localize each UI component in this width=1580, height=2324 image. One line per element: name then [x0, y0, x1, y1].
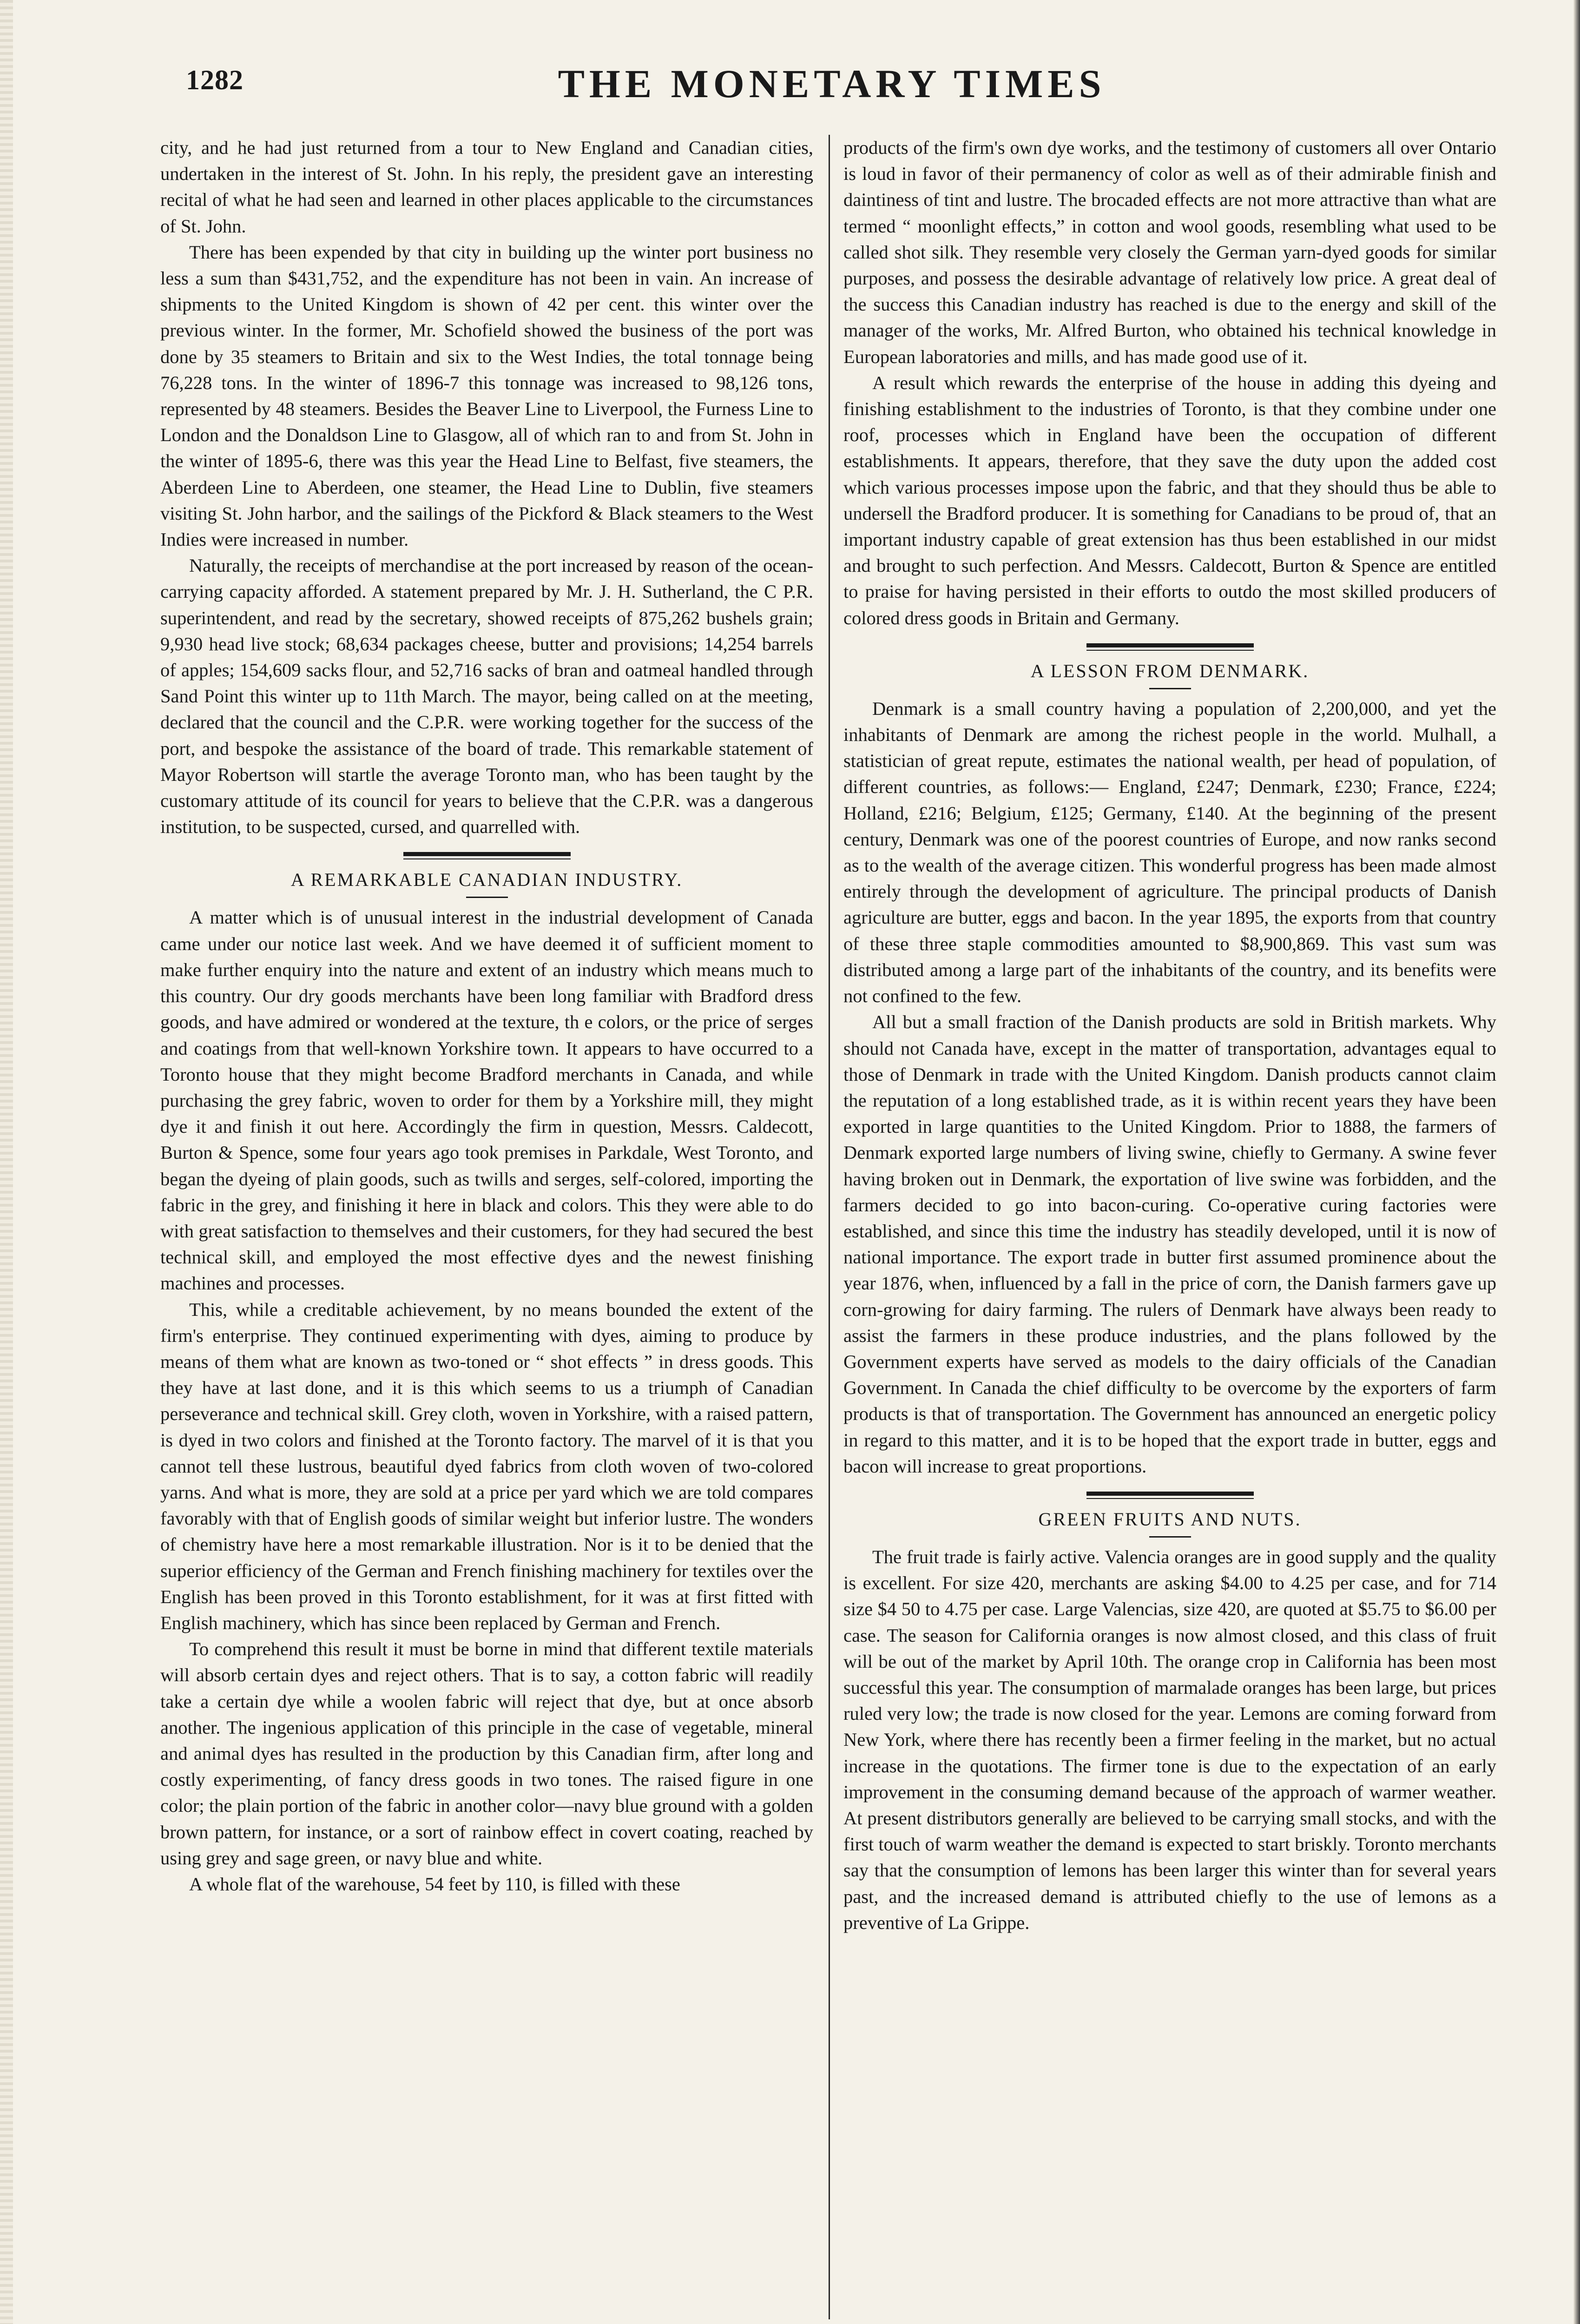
heading-rule [1149, 688, 1191, 689]
section-heading: A REMARKABLE CANADIAN INDUSTRY. [290, 869, 683, 891]
paragraph: The fruit trade is fairly active. Valencia oranges are in good supply and the quality is excellent. For size 420, merchants are asking $4.00 to 4.25 per case, and for 714 size $4 50 to 4.75 per case. Large Valencias, size 420, are quoted at $5.75 to $6.00 per case. The season for California oranges is now almost closed, and this class of fruit will be out of the market by April 10th. The orange crop in California has been most successful this year. The consumption of marmalade oranges has been large, but prices ruled very low; the trade is now closed for the year. Lemons are coming forward from New York, where there has recently been a firmer feeling in the market, but no actual increase in the quotations. The firmer tone is due to the expectation of an early improvement in the consuming demand because of the approach of warmer weather. At present distributors generally are believed to be carrying small stocks, and with the first touch of warm weather the demand is expected to start briskly. Toronto merchants say that the consumption of lemons has been larger this winter than for several years past, and the increased demand is attributed chiefly to the use of lemons as a preventive of La Grippe. [843, 1546, 1496, 1933]
paragraph: Denmark is a small country having a population of 2,200,000, and yet the inhabitants of Denmark are among the richest people in the world. Mulhall, a statistician of great repute, estimates the national wealth, per head of population, of different countries, as follows:— England, £247; Denmark, £230; France, £224; Holland, £216; Belgium, £125; Germany, £140. At the beginning of the present century, Denmark was one of the poorest countries of Europe, and now ranks second as to the wealth of the average citizen. This wonderful progress has been made almost entirely through the development of agriculture. The principal products of Danish agriculture are butter, eggs and bacon. In the year 1895, the exports from that country of these three staple commodities amounted to $8,900,869. This vast sum was distributed among a large part of the inhabitants of the country, and its benefits were not confined to the few. [843, 698, 1496, 1007]
page-number: 1282 [186, 65, 244, 95]
paragraph: A matter which is of unusual interest in the industrial development of Canada came under our notice last week. And we have deemed it of sufficient moment to make further enquiry into the nature and extent of an industry which means much to this country. Our dry goods merchants have been long familiar with Bradford dress goods, and have admired or wondered at the texture, th e colors, or the price of serges and coatings from that well-known Yorkshire town. It appears to have occurred to a Toronto house that they might become Bradford merchants in Canada, and while purchasing the grey fabric, woven to order for them by a Yorkshire mill, they might dye it and finish it out here. Accordingly the firm in question, Messrs. Caldecott, Burton & Spence, some four years ago took premises in Parkdale, West Toronto, and began the dyeing of plain goods, such as twills and serges, self-colored, importing the fabric in the grey, and finishing it here in black and colors. This they were able to do with great satisfaction to themselves and their customers, for they had secured the best technical skill, and employed the most effective dyes and the newest finishing machines and processes. [160, 907, 813, 1294]
section-divider [403, 852, 571, 859]
paragraph: This, while a creditable achievement, by no means bounded the extent of the firm's enterprise. They continued experimenting with dyes, aiming to produce by means of them what are known as two-toned or “ shot effects ” in dress goods. This they have at last done, and it is this which seems to us a triumph of Canadian perseverance and technical skill. Grey cloth, woven in Yorkshire, with a raised pattern, is dyed in two colors and finished at the Toronto factory. The marvel of it is that you cannot tell these lustrous, beautiful dyed fabrics from cloth woven of two-colored yarns. And what is more, they are sold at a price per yard which we are told compares favorably with that of English goods of similar weight but inferior lustre. The wonders of chemistry have here a most remarkable illustration. Nor is it to be denied that the superior efficiency of the German and French finishing machinery for textiles over the English has been proved in this Toronto establishment, for it was at first fitted with English machinery, which has since been replaced by German and French. [160, 1299, 813, 1633]
section-divider [1086, 1492, 1254, 1499]
paragraph: city, and he had just returned from a tour to New England and Canadian cities, undertaken in the interest of St. John. In his reply, the president gave an interesting recital of what he had seen and learned in other places applicable to the circumstances of St. John. [160, 137, 813, 237]
paragraph: products of the firm's own dye works, and the testimony of customers all over Ontario is loud in favor of their permanency of color as well as of their admirable finish and daintiness of tint and lustre. The brocaded effects are not more attractive than what are termed “ moonlight effects,” in cotton and wool goods, resembling what used to be called shot silk. They resemble very closely the German yarn-dyed goods for similar purposes, and possess the desirable advantage of relatively low price. A great deal of the success this Canadian industry has reached is due to the energy and skill of the manager of the works, Mr. Alfred Burton, who obtained his technical knowledge in European laboratories and mills, and has made good use of it. [843, 137, 1496, 367]
paragraph: There has been expended by that city in building up the winter port business no less a sum than $431,752, and the expenditure has not been in vain. An increase of shipments to the United Kingdom is shown of 42 per cent. this winter over the previous winter. In the former, Mr. Schofield showed the business of the port was done by 35 steamers to Britain and six to the West Indies, the total tonnage being 76,228 tons. In the winter of 1896-7 this tonnage was increased to 98,126 tons, represented by 48 steamers. Besides the Beaver Line to Liverpool, the Furness Line to London and the Donaldson Line to Glasgow, all of which ran to and from St. John in the winter of 1895-6, there was this year the Head Line to Belfast, five steamers, the Aberdeen Line to Aberdeen, one steamer, the Head Line to Dublin, five steamers visiting St. John harbor, and the sailings of the Pickford & Black steamers to the West Indies were increased in number. [160, 241, 813, 550]
heading-rule [1149, 1536, 1191, 1538]
heading-rule [466, 897, 508, 898]
page-header [149, 60, 1515, 116]
page-edge-scan [0, 0, 13, 2324]
paragraph: All but a small fraction of the Danish products are sold in British markets. Why should not Canada have, except in the matter of transportation, advantages equal to those of Denmark in trade with the United Kingdom. Danish products cannot claim the reputation of a long established trade, as it is within recent years they have been exported in large quantities to the United Kingdom. Prior to 1888, the farmers of Denmark exported large numbers of living swine, chiefly to Germany. A swine fever having broken out in Denmark, the exportation of live swine was forbidden, and the farmers decided to go into bacon-curing. Co-operative curing factories were established, and since this time the industry has steadily developed, until it is now of national importance. The export trade in butter first assumed prominence about the year 1876, when, influenced by a fall in the price of corn, the Danish farmers gave up corn-growing for dairy farming. The rulers of Denmark have always been ready to assist the farmers in these produce industries, and the plans followed by the Government experts have served as models to the dairy officials of the Canadian Government. In Canada the chief difficulty to be overcome by the exporters of farm products is that of transportation. The Government has announced an energetic policy in regard to this matter, and it is to be hoped that the export trade in butter, eggs and bacon will increase to great proportions. [843, 1011, 1496, 1477]
paragraph: A result which rewards the enterprise of the house in adding this dyeing and finishing establishment to the industries of Toronto, is that they combine under one roof, processes which in England have been the occupation of different establishments. It appears, therefore, that they save the duty upon the added cost which various processes impose upon the fabric, and that they should thus be able to undersell the Bradford producer. It is something for Canadians to be proud of, that an important industry capable of great extension has thus been established in our midst and brought to such perfection. And Messrs. Caldecott, Burton & Spence are entitled to praise for having persisted in their efforts to outdo the most skilled producers of colored dress goods in Britain and Germany. [843, 372, 1496, 628]
section-heading: A LESSON FROM DENMARK. [1030, 660, 1310, 681]
page-binding-edge [1573, 0, 1580, 2324]
masthead-title: THE MONETARY TIMES [558, 61, 1106, 106]
left-column [160, 135, 813, 1897]
column-rule [829, 135, 830, 2319]
section-heading: GREEN FRUITS AND NUTS. [1038, 1508, 1302, 1530]
section-divider [1086, 643, 1254, 651]
paragraph: A whole flat of the warehouse, 54 feet by 110, is filled with these [189, 1874, 680, 1895]
paragraph: Naturally, the receipts of merchandise at the port increased by reason of the ocean-carrying capacity afforded. A statement prepared by Mr. J. H. Sutherland, the C P.R. superintendent, and read by the secretary, showed receipts of 875,262 bushels grain; 9,930 head live stock; 68,634 packages cheese, butter and provisions; 14,254 barrels of apples; 154,609 sacks flour, and 52,716 sacks of bran and oatmeal handled through Sand Point this winter up to 11th March. The mayor, being called on at the meeting, declared that the council and the C.P.R. were working together for the success of the port, and bespoke the assistance of the board of trade. This remarkable statement of Mayor Robertson will startle the average Toronto man, who has been taught by the customary attitude of its council for years to believe that the C.P.R. was a dangerous institution, to be suspected, cursed, and quarrelled with. [160, 555, 813, 838]
right-column [843, 135, 1496, 1936]
paragraph: To comprehend this result it must be borne in mind that different textile materials will absorb certain dyes and reject others. That is to say, a cotton fabric will readily take a certain dye while a woolen fabric will reject that dye, but at once absorb another. The ingenious application of this principle in the case of vegetable, mineral and animal dyes has resulted in the production by this Canadian firm, after long and costly experimenting, of fancy dress goods in two tones. The raised figure in one color; the plain portion of the fabric in another color—navy blue ground with a golden brown pattern, for instance, or a sort of rainbow effect in covert coating, reached by using grey and sage green, or navy blue and white. [160, 1638, 813, 1868]
